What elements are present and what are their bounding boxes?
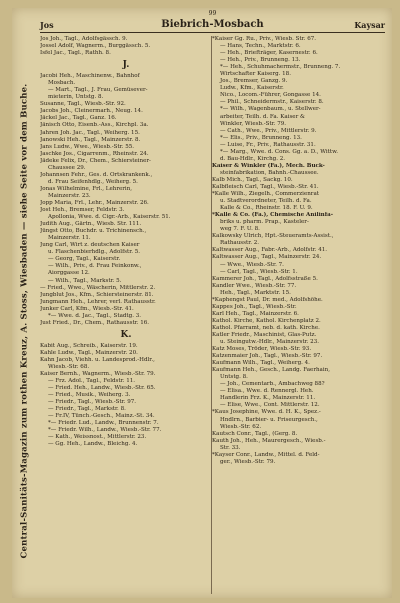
directory-entry: Jacobs Joh., Cleinermarh., Neug. 14. [40, 108, 143, 115]
directory-entry: — Wilh., Priv., d. Frau Feinkonw., [48, 263, 142, 270]
directory-entry: Kahle Ludw., Tagl., Mainzerstr. 20. [40, 349, 138, 356]
directory-entry: Jung Carl, Wirt z. deutschen Kaiser [40, 242, 140, 249]
directory-entry: Kalbfleisch Carl, Tagl., Wiesb.-Str. 41. [212, 183, 319, 190]
directory-entry: Kathol. Pfarramt, neb. d. kath. Kirche. [212, 324, 320, 331]
directory-entry: Kappes Joh., Tagl., Wiesb.-Str. [212, 303, 297, 310]
directory-entry: Jacobi Heh., Maschinenw., Bahnhof [40, 73, 140, 80]
directory-entry: — Fried., Musik., Weiherg. 3. [48, 392, 131, 399]
right-column [212, 36, 384, 596]
header-title: Biebrich-Mosbach [161, 19, 264, 30]
directory-entry: Kalle & Co., Rheinstr. 18. F. U. 9. [220, 205, 313, 212]
directory-entry: d. Bau-Hdlr., Kirchg. 2. [220, 155, 286, 162]
directory-entry: Kaufmann Heh., Gesch., Landg. Faerhain, [212, 367, 330, 374]
directory-entry: Hndlrn., Barbier- u. Friseurgesch., [220, 416, 318, 423]
directory-entry: — Friedr., Tagl., Markstr. 8. [48, 406, 126, 413]
directory-entry: Johannsen Fehr., Ges. d. Ortskrankenk., [40, 171, 153, 178]
directory-entry: Kabit Aug., Schreib., Kaiserstr. 19. [40, 342, 138, 349]
directory-entry: Jos Joh., Tagl., Adolfsgässch. 9. [40, 36, 128, 42]
directory-entry: Str. 33. [220, 444, 241, 451]
spine-advertisement [13, 48, 35, 593]
directory-entry: Katz Moses, Tröder, Wiesb.-Str. 93. [212, 346, 312, 353]
directory-entry: Jänisch Otto, Eisenb.-Ass., Kirchpl. 3a. [40, 122, 149, 129]
directory-entry: Wiesb.-Str. 62. [220, 423, 262, 430]
directory-entry: Heh., Tagl., Marktstr. 15. [220, 289, 291, 296]
directory-entry: Kandler Wwe., Wiesb.-Str. 77. [212, 282, 297, 289]
directory-entry: Nico., Locom.-Führer, Gongasse 14. [220, 92, 321, 99]
directory-entry: — Wilh., Tagl., Markstr. 5. [48, 277, 122, 284]
directory-entry: *Kayser Conr., Landw., Mittel. d. Feld- [212, 451, 320, 458]
directory-entry: Isfel Jac., Tagl., Rathh. 8. [40, 50, 111, 57]
directory-entry: — Hans, Techn., Marktstr. 6. [220, 43, 301, 50]
directory-entry: *— Heh., Schuhmachermstr., Brunneng. 7. [220, 64, 341, 71]
directory-entry: *— Friedr. Lud., Landw., Brunnenstr. 7. [48, 420, 159, 427]
directory-entry: Jos., Bremser, Ganzg. 9. [220, 78, 288, 85]
directory-entry: Jaschke Jos., Cigarrenm., Rheinstr. 24. [40, 150, 149, 157]
directory-entry: d. Frau Seifenhdlg., Weiherg. 5. [48, 178, 138, 185]
directory-entry: Jungblut Jos., Kfm., Schiersteinerstr. 81. [40, 291, 154, 298]
directory-entry: — Heh., Priv., Brunneng. 13. [220, 57, 301, 64]
directory-entry: Kalb Mich., Tagl., Sackg. 10. [212, 176, 293, 183]
directory-entry: Untstg. 8. [220, 374, 248, 381]
directory-entry: Ludw., Kfm., Kaiserstr. [220, 85, 284, 92]
spine-advertisement-text: Central-Sanitäts-Magazin zum rothen Kreuz, A. Stoss, Wiesbaden — siehe Seite vor dem Buche. [19, 83, 29, 558]
directory-entry: Mosbach. [48, 80, 76, 87]
directory-entry: Kaiser & Winkler (Fa.), Mech. Buck- [212, 162, 325, 169]
directory-entry: arbeiter, Teilh. d. Fa. Kaiser & [220, 113, 305, 120]
directory-entry: Rathausstr. 2. [220, 240, 260, 247]
directory-entry: Karl Heh., Tagl., Mainzerstr. 6. [212, 310, 299, 317]
directory-entry: Kammerer Joh., Tagl., Adolfsstraße 5. [212, 275, 318, 282]
directory-entry: — Elise, Wwe., Cont. Mittlerstr. 12. [220, 402, 320, 409]
directory-entry: Kaltwasser Aug., Fabr.-Arb., Adolfstr. 41. [212, 247, 328, 254]
directory-entry: Just Fried., Dr., Chem., Rathausstr. 16. [40, 319, 150, 326]
directory-entry: — Friedr., Tagl., Wiesb.-Str. 97. [48, 399, 137, 406]
directory-entry: mieterin, Untstg. 8. [48, 94, 104, 101]
directory-entry: Kaufmann Wilh., Tagl., Weiherg. 4. [212, 360, 310, 367]
directory-entry: *— Wilh., Wagenbaum., u. Stellwer- [220, 106, 321, 113]
directory-entry: — Fried., Wwe., Wäscherin, Mittlerstr. 2. [40, 284, 156, 291]
directory-entry: briks u. pharm. Prap., Kasteler- [220, 219, 309, 226]
directory-entry: Chaussee 29. [48, 164, 86, 171]
directory-entry: *— Wwe. d. Jac., Tagl., Stadtg. 3. [48, 312, 142, 319]
directory-entry: Jossel Adolf, Wagnerm., Burggässch. 5. [40, 43, 151, 50]
directory-entry: — Georg, Tagl., Kaiserstr. [48, 256, 121, 263]
directory-entry: Kauth Joh., Heh., Maurergesch., Wiesb.- [212, 437, 326, 444]
directory-entry: Mainzerstr. 23. [48, 192, 91, 199]
directory-entry: — Heh., Briefträger, Kasernestr. 6. [220, 50, 318, 57]
directory-entry: — Elisa., Wwe. d. Rennergl. Heh. [220, 388, 314, 395]
directory-entry: Judith Aug., Gärtn., Wiesb. Str. 111. [40, 221, 142, 228]
directory-entry: — Joh., Cementarb., Ambachweg 88? [220, 381, 325, 388]
directory-entry: Mainzerstr. 11. [48, 235, 91, 242]
directory-entry: — Luise, Fr., Priv., Rathausstr. 31. [220, 141, 316, 148]
directory-entry: Katzenmaier Joh., Tagl., Wiesb.-Str. 97. [212, 353, 323, 360]
directory-entry: Kautsch Conr., Tagl., (Gerg. 8. [212, 430, 298, 437]
directory-entry: Katler Friedr., Maschinist, Glas-Putz. [212, 331, 317, 338]
directory-entry: Winkler, Wiesb.-Str. 79. [220, 120, 287, 127]
directory-entry: — Fr.IV, Tünch.-Gesch., Mainz.-St. 34. [48, 413, 155, 420]
directory-entry: Kathol. Kirche, Kathol. Kirchenplatz 2. [212, 317, 321, 324]
directory-entry: *— Marg., Wwe. d. Cons. Gg. a. D., Wittw. [220, 148, 338, 155]
directory-entry: Jäckel Jac., Tagl., Ganz. 16. [40, 115, 117, 122]
directory-entry: Jungmann Heh., Lehrer, verl. Rathausstr. [40, 298, 156, 305]
directory-entry: *Kalle Wilh., Ziegelh., Commerzienrat [212, 191, 319, 198]
directory-entry: Jopp Maria, Frl., Lehr., Mainzerstr. 26. [40, 199, 149, 206]
directory-entry: Jans Ludw., Wwe., Wiesb.-Str. 55. [40, 143, 135, 150]
section-letter: K. [120, 329, 132, 340]
directory-entry: — Frz. Adol., Tagl., Feldstr. 11. [48, 378, 136, 385]
directory-entry: — Gg. Heh., Landw., Bleichg. 4. [48, 441, 138, 448]
section-letter: J. [122, 60, 130, 71]
directory-entry: *Kalle & Co. (Fa.), Chemische Anilinfa- [212, 212, 333, 219]
directory-entry: — Cath., Wwe., Priv., Mittlerstr. 9. [220, 127, 317, 134]
directory-entry: — Kath., Weissnost., Mittlerstr. 23. [48, 434, 147, 441]
directory-entry: Jüngst Otto, Buchdr. u. Trichinensch., [40, 228, 147, 235]
directory-entry: Aiorggasse 12. [48, 270, 90, 277]
directory-entry: Wiesb.-Str. 68. [48, 363, 90, 370]
header-right-guide-word: Kaysar [354, 20, 385, 30]
directory-entry: Kaltwasser Aug., Tagl., Mainzerstr. 24. [212, 254, 322, 261]
directory-entry: Kaiser Bernh., Wagnerm., Wiesb.-Str. 79. [40, 371, 156, 378]
page-number: 99 [208, 10, 217, 17]
directory-entry: — Mart., Tagl., J. Frau, Gemüsever- [48, 87, 148, 94]
directory-entry: ger., Wiesb.-Str. 79. [220, 458, 276, 465]
directory-entry: Jost Heh., Bremser, Feldstr. 3. [40, 207, 125, 214]
directory-entry: Junker Carl, Kfm., Wiesb.-Str. 41. [40, 305, 134, 312]
directory-entry: Kahn Jacob, Viehh. u. Landesprod.-Hdlr., [40, 356, 155, 363]
directory-entry: Handlerin Frz. K., Mainzerstr. 11. [220, 395, 316, 402]
directory-entry: Susanne, Tagl., Wiesb.-Str. 92. [40, 101, 126, 108]
directory-entry: u. Steingutw.-Hdlr., Mainzerstr. 23. [220, 339, 319, 346]
directory-entry: Janowski Heh., Tagl., Mainzerstr. 8. [40, 136, 141, 143]
directory-entry: *— Friedr. Wilh., Landw., Wiesb.-Str. 77. [48, 427, 162, 434]
directory-entry: *Kaiser Gg. Ru., Priv., Wiesb. Str. 67. [212, 36, 317, 42]
directory-entry: *Kaphengst Paul, Dr. med., Adolfshöhe. [212, 296, 323, 303]
directory-page [12, 8, 392, 598]
directory-entry: Kalkowsky Ulrich, Hpt.-Steueramts-Assist., [212, 233, 334, 240]
directory-entry: — Fried. Heh., Landw., Wiesb.-Str. 65. [48, 385, 156, 392]
directory-entry: — Wwe., Wiesb.-Str. 7. [220, 261, 284, 268]
header-left-guide-word: Jos [40, 20, 54, 30]
directory-entry: *Kaus Josephine, Wwe. d. H. K., Spez.- [212, 409, 321, 416]
directory-entry: u. Stadtverordneter, Teilh. d. Fa. [220, 198, 312, 205]
directory-entry: *— Elis., Priv., Brunneng. 13. [220, 134, 302, 141]
page-header [40, 10, 385, 33]
directory-entry: — Phil., Schneidermstr., Kaiserstr. 8. [220, 99, 324, 106]
directory-entry: Wirtschafter Kaiserg. 18. [220, 71, 291, 78]
directory-entry: — Carl, Tagl., Wiesb.-Str. 1. [220, 268, 298, 275]
directory-entry: Apollonia, Wwe. d. Cigr.-Arb., Kaiserstr. 51. [48, 214, 171, 221]
directory-entry: u. Flaschenbierhdlg., Adolfstr. 5. [48, 249, 141, 256]
left-column [40, 36, 212, 596]
directory-entry: weg 7. F. U. 8. [220, 226, 260, 233]
directory-entry: Jädeke Felix, Dr., Chem., Schiersteiner- [40, 157, 151, 164]
directory-entry: steinfabrikation, Bahnh.-Chaussee. [220, 169, 319, 176]
directory-entry: Jahren Joh. Jac., Tagl., Weiherg. 15. [40, 129, 140, 136]
directory-entry: Jonas Wilhelmine, Frl., Lehrerin, [40, 185, 133, 192]
